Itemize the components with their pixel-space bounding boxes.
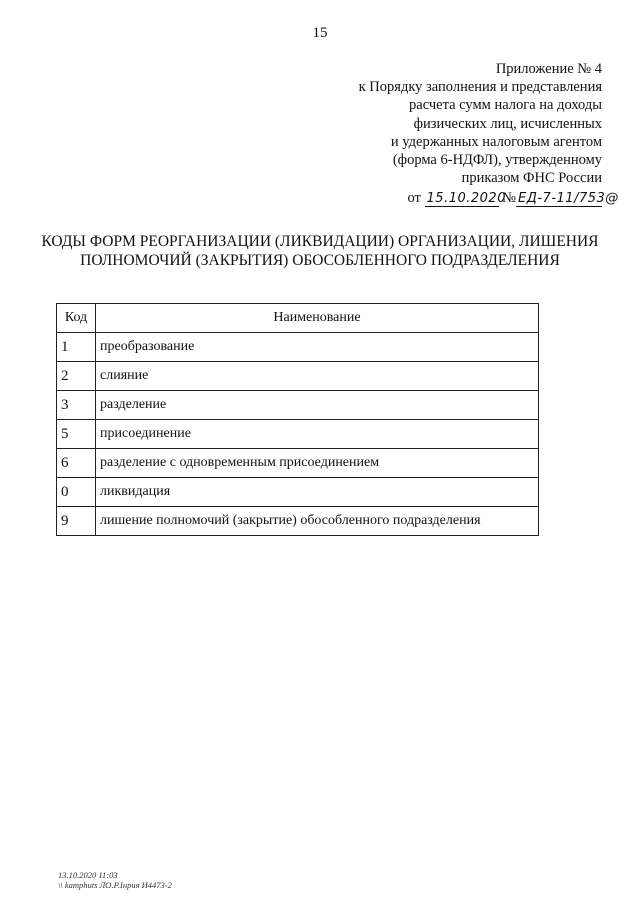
handwritten-order-number: ЕД-7-11/753@ [518,191,619,207]
cell-name: присоединение [96,420,539,449]
title-line-1: КОДЫ ФОРМ РЕОРГАНИЗАЦИИ (ЛИКВИДАЦИИ) ОРГАНИЗАЦИИ, ЛИШЕНИЯ [41,233,599,250]
table-row [57,478,539,507]
footer-timestamp: 13.10.2020 11:03 [58,870,118,880]
cell-name: лишение полномочий (закрытие) обособленного подразделения [96,507,539,536]
title-line-2: ПОЛНОМОЧИЙ (ЗАКРЫТИЯ) ОБОСОБЛЕННОГО ПОДРАЗДЕЛЕНИЯ [80,252,560,269]
cell-code: 5 [57,420,96,449]
table-row [57,362,539,391]
cell-code: 3 [57,391,96,420]
cell-code: 2 [57,362,96,391]
from-label: от [407,190,421,207]
cell-name: преобразование [96,333,539,362]
cell-code: 9 [57,507,96,536]
table-row [57,449,539,478]
header-code: Код [57,304,96,333]
handwritten-date: 15.10.2020 [426,191,506,207]
appendix-line: физических лиц, исчисленных [413,115,602,132]
cell-name: ликвидация [96,478,539,507]
cell-code: 1 [57,333,96,362]
table-row [57,420,539,449]
cell-code: 6 [57,449,96,478]
footer-path: \\ kamphuts ЛО.Р.Інрия И4473-2 [58,880,172,890]
appendix-line: Приложение № 4 [495,61,602,77]
appendix-line: (форма 6-НДФЛ), утвержденному [392,152,602,169]
appendix-line: и удержанных налоговым агентом [390,133,602,150]
table-header-row [57,304,539,333]
cell-code: 0 [57,478,96,507]
appendix-header [272,60,619,208]
cell-name: слияние [96,362,539,391]
print-footer [58,870,172,890]
number-label: № [502,190,516,207]
appendix-line: к Порядку заполнения и представления [358,79,602,96]
order-reference [272,189,619,207]
appendix-line: приказом ФНС России [461,170,602,187]
appendix-line: расчета сумм налога на доходы [409,97,602,114]
table-row [57,391,539,420]
header-name: Наименование [96,304,539,333]
table-row [57,333,539,362]
document-title [30,232,610,270]
page-number: 15 [312,25,328,41]
codes-table [56,303,539,536]
table-row [57,507,539,536]
cell-name: разделение с одновременным присоединением [96,449,539,478]
cell-name: разделение [96,391,539,420]
